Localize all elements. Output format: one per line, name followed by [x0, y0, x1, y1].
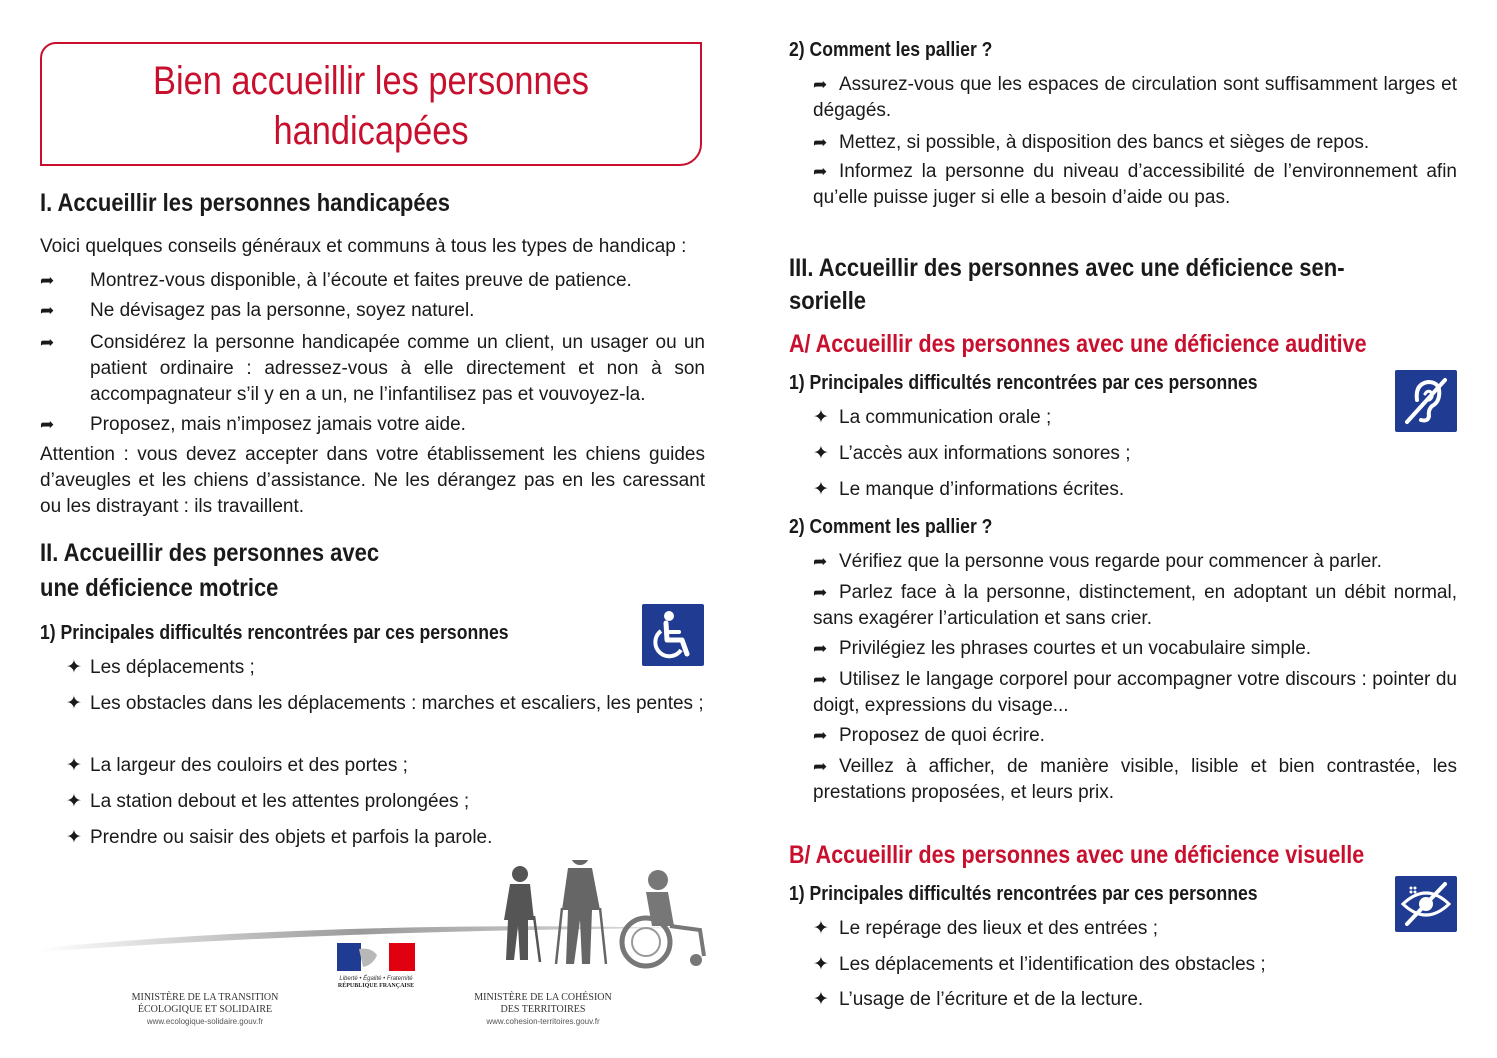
list-item: ✦ Prendre ou saisir des objets et parfois la parole.	[66, 825, 705, 851]
list-item: ➦ Parlez face à la personne, distinctement, en adoptant un débit normal, sans exagérer l’articulation et sans crier.	[813, 582, 1457, 629]
list-item: ✦ Les déplacements ;	[66, 655, 626, 681]
arrow-icon: ➦	[40, 333, 55, 352]
list-item: ➦ Proposez, mais n’imposez jamais votre aide.	[40, 412, 705, 438]
arrow-icon: ➦	[813, 583, 828, 602]
plus-icon: ✦	[813, 479, 829, 500]
list-item: ➦ Assurez-vous que les espaces de circulation sont suffisamment larges et dégagés.	[813, 74, 1457, 121]
list-item: ✦ Les déplacements et l’identification des obstacles ;	[813, 952, 1373, 978]
section-3a-subheading: 1) Principales difficultés rencontrées par ces personnes	[789, 372, 1258, 394]
plus-icon: ✦	[813, 407, 829, 428]
arrow-icon: ➦	[40, 271, 55, 290]
list-item: ✦ La station debout et les attentes prolongées ;	[66, 789, 705, 815]
attention-note: Attention : vous devez accepter dans votre établissement les chiens guides d’aveugles et les chiens d’assistance. Ne les dérangez pas en les caressant ou les distrayant : ils travaillent.	[40, 444, 705, 517]
arrow-icon: ➦	[813, 757, 828, 776]
list-item: ➦ Privilégiez les phrases courtes et un vocabulaire simple.	[813, 636, 1457, 662]
title-line-2: handicapées	[273, 109, 469, 153]
list-item: ➦ Informez la personne du niveau d’accessibilité de l’environnement afin qu’elle puisse juger si elle a besoin d’aide ou pas.	[813, 161, 1457, 208]
ministry-1-logo: MINISTÈRE DE LA TRANSITION ÉCOLOGIQUE ET SOLIDAIRE www.ecologique-solidaire.gouv.fr	[131, 992, 279, 1026]
ministry-2-logo: MINISTÈRE DE LA COHÉSION DES TERRITOIRES www.cohesion-territoires.gouv.fr	[474, 992, 612, 1026]
list-item: ✦ Le manque d’informations écrites.	[813, 477, 1373, 503]
arrow-icon: ➦	[40, 301, 55, 320]
title-box	[40, 42, 702, 166]
wheelchair-icon	[642, 604, 704, 666]
section-2-heading-line-1: II. Accueillir des personnes avec	[40, 539, 380, 567]
arrow-icon: ➦	[813, 133, 828, 152]
hearing-impaired-icon	[1395, 370, 1457, 432]
title-line-1: Bien accueillir les personnes	[153, 59, 589, 103]
marianne-logo: Liberté • Égalité • Fraternité RÉPUBLIQUE FRANÇAISE	[337, 943, 415, 990]
plus-icon: ✦	[66, 657, 82, 678]
plus-icon: ✦	[813, 918, 829, 939]
section-1-heading: I. Accueillir les personnes handicapées	[40, 189, 451, 217]
section-3a-subheading-2: 2) Comment les pallier ?	[789, 516, 993, 538]
arrow-icon: ➦	[40, 415, 55, 434]
section-2-subheading-2: 2) Comment les pallier ?	[789, 39, 993, 61]
section-1-intro: Voici quelques conseils généraux et communs à tous les types de handicap :	[40, 236, 687, 257]
list-item: ➦ Proposez de quoi écrire.	[813, 723, 1457, 749]
arrow-icon: ➦	[813, 162, 828, 181]
plus-icon: ✦	[813, 989, 829, 1010]
visually-impaired-icon	[1395, 876, 1457, 932]
section-2-subheading: 1) Principales difficultés rencontrées par ces personnes	[40, 622, 509, 644]
arrow-icon: ➦	[813, 670, 828, 689]
list-item: ➦ Veillez à afficher, de manière visible, lisible et bien contrastée, les prestations proposées, et leurs prix.	[813, 756, 1457, 803]
list-item: ➦ Montrez-vous disponible, à l’écoute et faites preuve de patience.	[40, 268, 705, 294]
arrow-icon: ➦	[813, 552, 828, 571]
arrow-icon: ➦	[813, 75, 828, 94]
list-item: ➦ Considérez la personne handicapée comme un client, un usager ou un patient ordinaire : adressez-vous à elle directement et non à son accompagnateur s’il y en a un, ne l’infantilisez pas et vouvoyez-la.	[40, 332, 705, 405]
plus-icon: ✦	[813, 443, 829, 464]
section-3b-subheading: 1) Principales difficultés rencontrées par ces personnes	[789, 883, 1258, 905]
list-item: ➦ Mettez, si possible, à disposition des bancs et sièges de repos.	[813, 130, 1457, 156]
list-item: ➦ Ne dévisagez pas la personne, soyez naturel.	[40, 298, 705, 324]
page-title	[88, 56, 654, 156]
section-3a-heading: A/ Accueillir des personnes avec une déficience auditive	[789, 330, 1367, 358]
arrow-icon: ➦	[813, 639, 828, 658]
list-item: ✦ Le repérage des lieux et des entrées ;	[813, 916, 1373, 942]
plus-icon: ✦	[66, 755, 82, 776]
list-item: ➦ Utilisez le langage corporel pour accompagner votre discours : pointer du doigt, expressions du visage...	[813, 669, 1457, 716]
arrow-icon: ➦	[813, 726, 828, 745]
list-item: ✦ L’accès aux informations sonores ;	[813, 441, 1373, 467]
section-3-heading-line-2: sorielle	[789, 287, 867, 315]
list-item: ✦ La largeur des couloirs et des portes ;	[66, 753, 705, 779]
list-item: ✦ Les obstacles dans les déplacements : marches et escaliers, les pentes ;	[66, 691, 705, 717]
plus-icon: ✦	[66, 827, 82, 848]
plus-icon: ✦	[66, 693, 82, 714]
section-3-heading-line-1: III. Accueillir des personnes avec une déficience sen-	[789, 254, 1345, 282]
list-item: ➦ Vérifiez que la personne vous regarde pour commencer à parler.	[813, 549, 1457, 575]
plus-icon: ✦	[66, 791, 82, 812]
section-3b-heading: B/ Accueillir des personnes avec une déficience visuelle	[789, 841, 1365, 869]
section-2-heading-line-2: une déficience motrice	[40, 574, 279, 602]
list-item: ✦ L’usage de l’écriture et de la lecture.	[813, 987, 1373, 1013]
plus-icon: ✦	[813, 954, 829, 975]
list-item: ✦ La communication orale ;	[813, 405, 1373, 431]
